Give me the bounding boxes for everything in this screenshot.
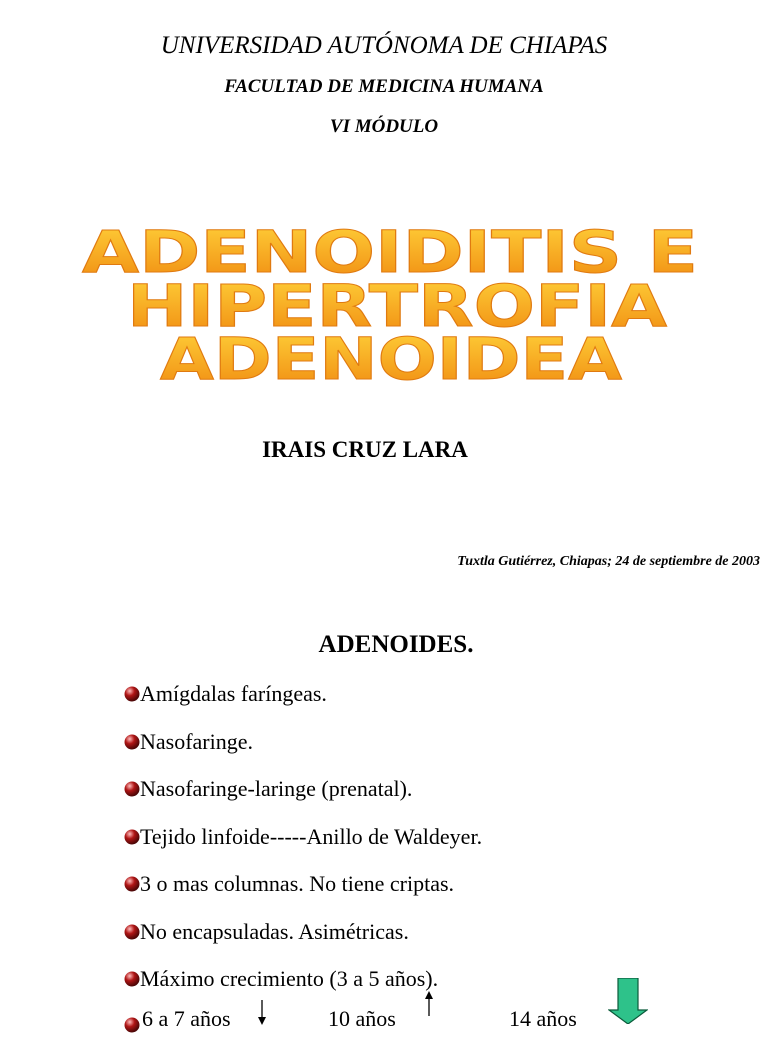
red-sphere-bullet-icon (124, 686, 140, 702)
list-item (124, 916, 744, 964)
bullet-list (124, 678, 744, 1011)
faculty-name: FACULTAD DE MEDICINA HUMANA (224, 76, 544, 97)
list-item-text: 3 o mas columnas. No tiene criptas. (140, 871, 455, 896)
red-sphere-bullet-icon (124, 876, 140, 892)
red-sphere-bullet-icon (124, 1017, 140, 1033)
red-sphere-bullet-icon (124, 734, 140, 750)
list-item-text: Nasofaringe-laringe (prenatal). (140, 776, 413, 801)
section-heading: ADENOIDES. (318, 631, 474, 658)
red-sphere-bullet-icon (124, 829, 140, 845)
title-line-1: ADENOIDITIS E (82, 222, 698, 286)
red-sphere-bullet-icon (124, 971, 140, 987)
list-item-text: Amígdalas faríngeas. (140, 681, 327, 706)
timeline-age-3: 14 años (509, 1006, 577, 1031)
list-item (124, 678, 744, 726)
list-item-text: Tejido linfoide-----Anillo de Waldeyer. (140, 823, 483, 849)
big-down-arrow-icon (608, 978, 648, 1024)
place-date: Tuxtla Gutiérrez, Chiapas; 24 de septiembre de 2003 (457, 554, 760, 569)
growth-timeline-line (124, 1000, 684, 1040)
red-sphere-bullet-icon (124, 781, 140, 797)
list-item-text: Nasofaringe. (140, 728, 254, 754)
red-sphere-bullet-icon (124, 924, 140, 940)
timeline-age-2: 10 años (328, 1006, 396, 1031)
list-item-text: No encapsuladas. Asimétricas. (140, 918, 409, 944)
list-item-text: Máximo crecimiento (3 a 5 años). (140, 966, 439, 991)
timeline-age-1: 6 a 7 años (142, 1006, 231, 1031)
university-name: UNIVERSIDAD AUTÓNOMA DE CHIAPAS (160, 32, 608, 59)
list-item (124, 726, 744, 774)
list-item (124, 773, 744, 821)
up-arrow-icon (423, 990, 435, 1016)
title-line-3: ADENOIDEA (160, 325, 623, 392)
title-line-2: HIPERTROFIA (127, 272, 668, 340)
module-label: VI MÓDULO (329, 116, 439, 137)
list-item (124, 868, 744, 916)
down-arrow-icon (256, 1000, 268, 1026)
list-item (124, 821, 744, 869)
document-title-wordart (60, 222, 720, 392)
author-name: IRAIS CRUZ LARA (262, 437, 468, 462)
